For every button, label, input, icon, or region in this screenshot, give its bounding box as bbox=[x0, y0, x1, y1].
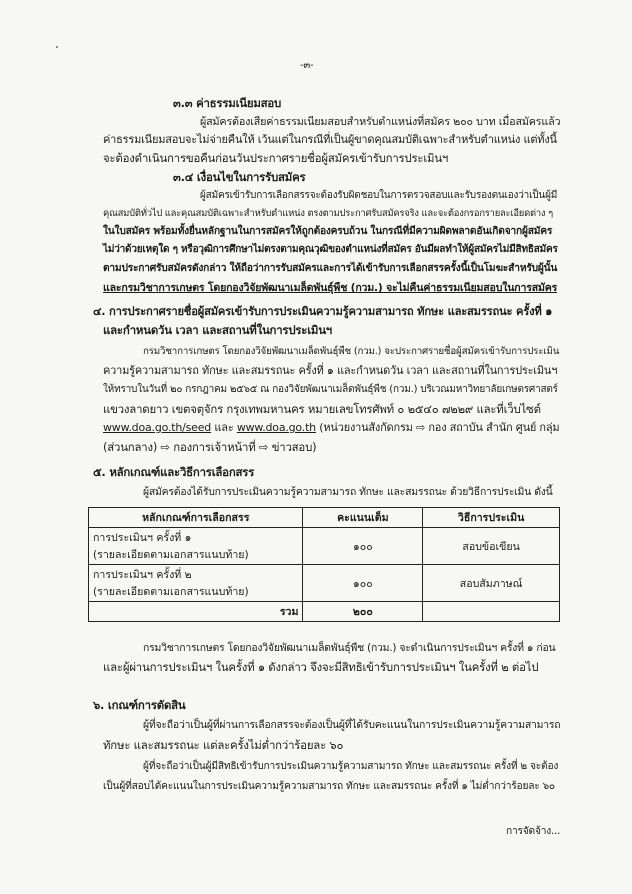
s6-line: ผู้ที่จะถือว่าเป็นผู้มีสิทธิเข้ารับการประเมินความรู้ความสามารถ ทักษะ และสมรรถนะ ครั้งที่ ๒ จะต้อง bbox=[143, 761, 559, 772]
method-cell: สอบสัมภาษณ์ bbox=[423, 565, 560, 602]
table-header-row bbox=[89, 508, 560, 528]
nav-path-1: (หน่วยงานสังกัดกรม ⇨ กอง สถาบัน สำนัก ศูนย์ กลุ่ม bbox=[319, 421, 560, 434]
criteria-detail: (รายละเอียดตามเอกสารแนบท้าย) bbox=[93, 586, 249, 598]
s6-line: ผู้ที่จะถือว่าเป็นผู้ที่ผ่านการเลือกสรรจะต้องเป็นผู้ที่ได้รับคะแนนในการประเมินความรู้ความสามารถ bbox=[143, 719, 561, 731]
s5-after-line: กรมวิชาการเกษตร โดยกองวิจัยพัฒนาเมล็ดพันธุ์พืช (กวม.) จะดำเนินการประเมินฯ ครั้งที่ ๑ ก่อน bbox=[143, 642, 556, 654]
criteria-table bbox=[88, 507, 560, 622]
score-cell: ๑๐๐ bbox=[303, 565, 423, 602]
criteria-detail: (รายละเอียดตามเอกสารแนบท้าย) bbox=[93, 549, 249, 561]
table-row bbox=[89, 565, 560, 602]
table-total-row bbox=[89, 602, 560, 622]
s6-line: เป็นผู้ที่สอบได้คะแนนในการประเมินความรู้ความสามารถ ทักษะ และสมรรถนะ ครั้งที่ ๑ ไม่ต่ำกว่าร้อยละ ๖๐ bbox=[103, 781, 555, 792]
total-score: ๒๐๐ bbox=[303, 602, 423, 622]
s5-heading: ๕. หลักเกณฑ์และวิธีการเลือกสรร bbox=[93, 465, 255, 479]
total-empty bbox=[423, 602, 560, 622]
col-header: วิธีการประเมิน bbox=[423, 508, 560, 528]
scan-speck bbox=[56, 46, 58, 48]
criteria-name: การประเมินฯ ครั้งที่ ๑ bbox=[93, 532, 192, 544]
s5-after-line: และผู้ผ่านการประเมินฯ ในครั้งที่ ๑ ดังกล่าว จึงจะมีสิทธิเข้ารับการประเมินฯ ในครั้งที่ ๒ ต่อไป bbox=[103, 660, 539, 674]
s4-line: ให้ทราบในวันที่ ๒๐ กรกฎาคม ๒๕๖๕ ณ กองวิจัยพัฒนาเมล็ดพันธุ์พืช (กวม.) บริเวณมหาวิทยาลัยเกษตรศาสตร์ bbox=[103, 384, 558, 395]
s4-heading: และกำหนดวัน เวลา และสถานที่ในการประเมินฯ bbox=[103, 323, 332, 337]
s34-heading: ๓.๔ เงื่อนไขในการรับสมัคร bbox=[173, 170, 306, 184]
s4-heading: ๔. การประกาศรายชื่อผู้สมัครเข้ารับการประเมินความรู้ความสามารถ ทักษะ และสมรรถนะ ครั้งที่ ๑ bbox=[93, 305, 553, 318]
criteria-cell bbox=[89, 565, 303, 602]
score-cell: ๑๐๐ bbox=[303, 528, 423, 565]
website-link-seed[interactable]: www.doa.go.th/seed bbox=[103, 421, 212, 434]
page-number: -๓- bbox=[300, 60, 314, 71]
s6-line: ทักษะ และสมรรถนะ แต่ละครั้งไม่ต่ำกว่าร้อยละ ๖๐ bbox=[103, 738, 344, 752]
s34-line: ในใบสมัคร พร้อมทั้งยื่นหลักฐานในการสมัครให้ถูกต้องครบถ้วน ในกรณีที่มีความผิดพลาดอันเกิดจากผู้สมัคร bbox=[103, 226, 553, 237]
criteria-cell bbox=[89, 528, 303, 565]
s34-line: ตามประกาศรับสมัครดังกล่าว ให้ถือว่าการรับสมัครและการได้เข้ารับการเลือกสรรครั้งนี้เป็นโมฆะสำหรับผู้นั้น bbox=[103, 263, 558, 274]
s34-line: ผู้สมัครเข้ารับการเลือกสรรจะต้องรับผิดชอบในการตรวจสอบและรับรองตนเองว่าเป็นผู้มี bbox=[200, 190, 558, 201]
col-header: คะแนนเต็ม bbox=[303, 508, 423, 528]
s33-line: ผู้สมัครต้องเสียค่าธรรมเนียมสอบสำหรับตำแหน่งที่สมัคร ๒๐๐ บาท เมื่อสมัครแล้ว bbox=[200, 115, 561, 128]
s5-intro: ผู้สมัครต้องได้รับการประเมินความรู้ความสามารถ ทักษะ และสมรรถนะ ด้วยวิธีการประเมิน ดังนี้ bbox=[143, 486, 553, 498]
website-link-doa[interactable]: www.doa.go.th bbox=[236, 421, 316, 434]
method-cell: สอบข้อเขียน bbox=[423, 528, 560, 565]
s33-line: ค่าธรรมเนียมสอบจะไม่จ่ายคืนให้ เว้นแต่ในกรณีที่เป็นผู้ขาดคุณสมบัติเฉพาะสำหรับตำแหน่ง แต่ทั้งนี้ bbox=[103, 133, 557, 146]
s4-line: แขวงลาดยาว เขตจตุจักร กรุงเทพมหานคร หมายเลขโทรศัพท์ ๐ ๒๕๔๐ ๗๒๒๙ และที่เว็บไซต์ bbox=[103, 402, 541, 416]
total-label: รวม bbox=[89, 602, 303, 622]
criteria-name: การประเมินฯ ครั้งที่ ๒ bbox=[93, 569, 192, 581]
s6-heading: ๖. เกณฑ์การตัดสิน bbox=[93, 698, 186, 712]
s4-line: กรมวิชาการเกษตร โดยกองวิจัยพัฒนาเมล็ดพันธุ์พืช (กวม.) จะประกาศรายชื่อผู้สมัครเข้ารับการประเมิน bbox=[143, 346, 560, 357]
s34-line: และกรมวิชาการเกษตร โดยกองวิจัยพัฒนาเมล็ดพันธุ์พืช (กวม.) จะไม่คืนค่าธรรมเนียมสอบในการสมัคร bbox=[103, 282, 558, 294]
s34-line: ไม่ว่าด้วยเหตุใด ๆ หรือวุฒิการศึกษาไม่ตรงตามคุณวุฒิของตำแหน่งที่สมัคร อันมีผลทำให้ผู้สมัครไม่มีสิทธิสมัคร bbox=[103, 244, 558, 255]
s4-url-line bbox=[103, 420, 559, 436]
s33-heading: ๓.๓ ค่าธรรมเนียมสอบ bbox=[173, 96, 282, 110]
nav-path-2: (ส่วนกลาง) ⇨ กองการเจ้าหน้าที่ ⇨ ข่าวสอบ) bbox=[103, 440, 317, 454]
s33-line: จะต้องดำเนินการขอคืนก่อนวันประกาศรายชื่อผู้สมัครเข้ารับการประเมินฯ bbox=[103, 151, 449, 165]
col-header: หลักเกณฑ์การเลือกสรร bbox=[89, 508, 303, 528]
table-row bbox=[89, 528, 560, 565]
and-word: และ bbox=[214, 421, 234, 434]
continuation-note: การจัดจ้าง... bbox=[506, 826, 561, 837]
s34-line: คุณสมบัติทั่วไป และคุณสมบัติเฉพาะสำหรับตำแหน่ง ตรงตามประกาศรับสมัครจริง และจะต้องกรอกรายละเอียดต่าง ๆ bbox=[103, 208, 553, 219]
s4-line: ความรู้ความสามารถ ทักษะ และสมรรถนะ ครั้งที่ ๑ และกำหนดวัน เวลา และสถานที่ในการประเมินฯ bbox=[103, 364, 558, 377]
